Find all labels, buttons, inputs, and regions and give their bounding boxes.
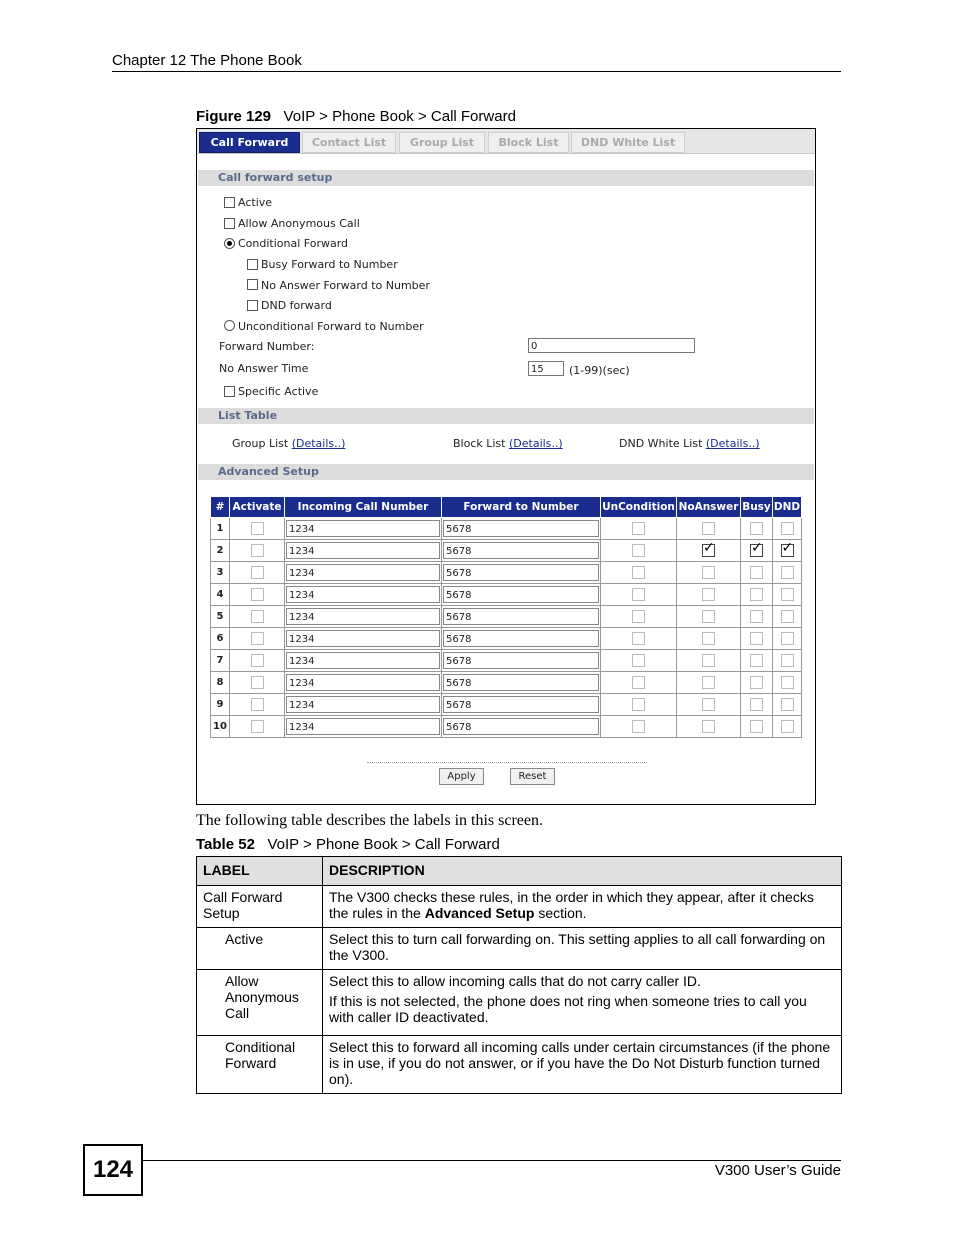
activate-checkbox[interactable] <box>251 632 264 645</box>
desc-text: section. <box>534 905 587 921</box>
dnd-cell <box>773 694 802 716</box>
activate-checkbox[interactable] <box>251 676 264 689</box>
incoming-number-input[interactable]: 1234 <box>286 542 440 559</box>
uncondition-checkbox[interactable] <box>632 522 645 535</box>
active-checkbox[interactable] <box>224 197 235 208</box>
row-description: Select this to forward all incoming calls under certain circumstances (if the phone is in use, if you do not answer, or if you have the Do Not Disturb function turned on). <box>323 1036 842 1094</box>
activate-cell <box>230 716 285 738</box>
noanswer-cell <box>677 606 741 628</box>
allow-anonymous-label: Allow Anonymous Call <box>238 217 360 230</box>
dnd-checkbox[interactable] <box>781 522 794 535</box>
uncondition-checkbox[interactable] <box>632 676 645 689</box>
row-number: 10 <box>211 716 230 738</box>
dnd-cell <box>773 606 802 628</box>
activate-cell <box>230 672 285 694</box>
forward-number-input[interactable]: 5678 <box>443 652 599 669</box>
row-number: 3 <box>211 562 230 584</box>
busy-cell <box>741 628 773 650</box>
forward-number-cell <box>442 650 601 672</box>
busy-cell <box>741 606 773 628</box>
section-call-forward-setup: Call forward setup <box>198 170 814 186</box>
forward-number-label: Forward Number: <box>219 340 315 353</box>
noanswer-checkbox[interactable] <box>702 610 715 623</box>
activate-cell <box>230 650 285 672</box>
dnd-checkbox[interactable] <box>781 544 794 557</box>
uncondition-cell <box>601 694 677 716</box>
table-caption <box>196 836 500 853</box>
dnd-cell <box>773 584 802 606</box>
advanced-table-header <box>211 497 802 518</box>
activate-cell <box>230 584 285 606</box>
conditional-forward-label: Conditional Forward <box>238 237 349 250</box>
noanswer-cell <box>677 584 741 606</box>
incoming-number-input[interactable]: 1234 <box>286 520 440 537</box>
table-row <box>211 540 802 562</box>
table-row <box>197 970 842 1036</box>
busy-checkbox[interactable] <box>750 654 763 667</box>
uncondition-checkbox[interactable] <box>632 566 645 579</box>
noanswer-checkbox[interactable] <box>702 632 715 645</box>
busy-cell <box>741 518 773 540</box>
uncondition-cell <box>601 562 677 584</box>
tab-call-forward[interactable]: Call Forward <box>199 132 300 153</box>
col-noanswer: NoAnswer <box>677 497 741 518</box>
dnd-cell <box>773 540 802 562</box>
activate-checkbox[interactable] <box>251 720 264 733</box>
table-row <box>211 628 802 650</box>
dnd-cell <box>773 672 802 694</box>
busy-checkbox[interactable] <box>750 566 763 579</box>
uncondition-checkbox[interactable] <box>632 632 645 645</box>
forward-number-input[interactable]: 5678 <box>443 586 599 603</box>
section-advanced-setup: Advanced Setup <box>198 464 814 480</box>
tab-group-list[interactable]: Group List <box>399 132 485 153</box>
noanswer-checkbox[interactable] <box>702 676 715 689</box>
tab-bar <box>197 129 815 154</box>
forward-number-cell <box>442 562 601 584</box>
forward-number-input[interactable]: 5678 <box>443 608 599 625</box>
row-label: Active <box>197 928 323 970</box>
active-label: Active <box>238 196 273 209</box>
noanswer-checkbox[interactable] <box>702 698 715 711</box>
no-answer-time-label: No Answer Time <box>219 362 309 375</box>
incoming-number-cell <box>285 584 442 606</box>
advanced-setup-table <box>210 496 802 738</box>
dnd-white-list-details-link[interactable]: (Details..) <box>705 437 760 450</box>
tab-block-list[interactable]: Block List <box>488 132 569 153</box>
busy-cell <box>741 672 773 694</box>
dnd-checkbox[interactable] <box>781 676 794 689</box>
uncondition-checkbox[interactable] <box>632 610 645 623</box>
uncondition-cell <box>601 716 677 738</box>
row-label: Allow Anonymous Call <box>197 970 323 1036</box>
table-title: VoIP > Phone Book > Call Forward <box>267 836 500 853</box>
noanswer-checkbox[interactable] <box>702 544 715 557</box>
forward-number-input[interactable]: 0 <box>528 338 695 353</box>
busy-cell <box>741 584 773 606</box>
apply-button[interactable]: Apply <box>439 768 484 785</box>
noanswer-cell <box>677 650 741 672</box>
incoming-number-cell <box>285 650 442 672</box>
row-description <box>323 970 842 1036</box>
dnd-checkbox[interactable] <box>781 610 794 623</box>
table-label: Table 52 <box>196 836 255 853</box>
incoming-number-cell <box>285 606 442 628</box>
incoming-number-input[interactable]: 1234 <box>286 652 440 669</box>
busy-cell <box>741 650 773 672</box>
activate-cell <box>230 628 285 650</box>
group-list-label: Group List <box>232 437 289 450</box>
incoming-number-cell <box>285 518 442 540</box>
busy-cell <box>741 694 773 716</box>
noanswer-checkbox[interactable] <box>702 654 715 667</box>
specific-active-label: Specific Active <box>238 385 319 398</box>
row-number: 9 <box>211 694 230 716</box>
forward-number-input[interactable]: 5678 <box>443 718 599 735</box>
noanswer-checkbox[interactable] <box>702 720 715 733</box>
dnd-checkbox[interactable] <box>781 632 794 645</box>
forward-number-cell <box>442 672 601 694</box>
table-row <box>211 716 802 738</box>
noanswer-cell <box>677 694 741 716</box>
busy-checkbox[interactable] <box>750 698 763 711</box>
row-number: 6 <box>211 628 230 650</box>
uncondition-cell <box>601 606 677 628</box>
forward-number-input[interactable]: 5678 <box>443 674 599 691</box>
footer-rule <box>141 1160 841 1161</box>
activate-checkbox[interactable] <box>251 588 264 601</box>
activate-checkbox[interactable] <box>251 610 264 623</box>
col-activate: Activate <box>230 497 285 518</box>
uncondition-cell <box>601 650 677 672</box>
table-row <box>211 650 802 672</box>
dnd-white-list-label: DND White List <box>619 437 703 450</box>
activate-checkbox[interactable] <box>251 654 264 667</box>
row-number: 8 <box>211 672 230 694</box>
description-header: DESCRIPTION <box>323 857 842 886</box>
row-number: 5 <box>211 606 230 628</box>
page-number: 124 <box>83 1144 143 1196</box>
body-text: The following table describes the labels in this screen. <box>196 812 544 829</box>
incoming-number-input[interactable]: 1234 <box>286 608 440 625</box>
noanswer-cell <box>677 628 741 650</box>
dnd-forward-checkbox[interactable] <box>247 300 258 311</box>
chapter-header: Chapter 12 The Phone Book <box>112 52 302 69</box>
table-row <box>211 694 802 716</box>
incoming-number-cell <box>285 672 442 694</box>
desc-paragraph: Select this to allow incoming calls that do not carry caller ID. <box>329 973 701 989</box>
group-list-details-link[interactable]: (Details..) <box>291 437 346 450</box>
col-uncondition: UnCondition <box>601 497 677 518</box>
uncondition-cell <box>601 518 677 540</box>
block-list-item <box>453 437 563 450</box>
figure-title: VoIP > Phone Book > Call Forward <box>283 108 516 125</box>
incoming-number-input[interactable]: 1234 <box>286 674 440 691</box>
activate-checkbox[interactable] <box>251 522 264 535</box>
no-answer-time-input[interactable]: 15 <box>528 361 564 376</box>
dnd-white-list-item <box>619 437 760 450</box>
specific-active-checkbox[interactable] <box>224 386 235 397</box>
uncondition-checkbox[interactable] <box>632 654 645 667</box>
row-label: Conditional Forward <box>197 1036 323 1094</box>
busy-cell <box>741 716 773 738</box>
forward-number-cell <box>442 694 601 716</box>
forward-number-input[interactable]: 5678 <box>443 564 599 581</box>
col-busy: Busy <box>741 497 773 518</box>
busy-cell <box>741 540 773 562</box>
uncondition-checkbox[interactable] <box>632 544 645 557</box>
group-list-item <box>232 437 345 450</box>
label-header: LABEL <box>197 857 323 886</box>
figure-label: Figure 129 <box>196 108 272 125</box>
activate-cell <box>230 518 285 540</box>
noanswer-checkbox[interactable] <box>702 522 715 535</box>
busy-checkbox[interactable] <box>750 610 763 623</box>
noanswer-checkbox[interactable] <box>702 566 715 579</box>
noanswer-cell <box>677 716 741 738</box>
figure-caption <box>196 108 516 125</box>
noanswer-cell <box>677 518 741 540</box>
noanswer-cell <box>677 540 741 562</box>
forward-number-input[interactable]: 5678 <box>443 542 599 559</box>
row-number: 2 <box>211 540 230 562</box>
uncondition-cell <box>601 672 677 694</box>
incoming-number-cell <box>285 716 442 738</box>
desc-paragraph: If this is not selected, the phone does not ring when someone tries to call you with caller ID deactivated. <box>329 993 807 1025</box>
col-dnd: DND <box>773 497 802 518</box>
busy-checkbox[interactable] <box>750 632 763 645</box>
unconditional-forward-label: Unconditional Forward to Number <box>238 320 424 333</box>
no-answer-forward-checkbox[interactable] <box>247 279 258 290</box>
forward-number-cell <box>442 540 601 562</box>
activate-checkbox[interactable] <box>251 566 264 579</box>
col-incoming-call-number: Incoming Call Number <box>285 497 442 518</box>
uncondition-cell <box>601 540 677 562</box>
no-answer-forward-label: No Answer Forward to Number <box>261 279 430 292</box>
activate-cell <box>230 562 285 584</box>
incoming-number-cell <box>285 694 442 716</box>
forward-number-cell <box>442 584 601 606</box>
dnd-cell <box>773 518 802 540</box>
forward-number-cell <box>442 716 601 738</box>
conditional-forward-radio[interactable] <box>224 238 235 249</box>
dnd-cell <box>773 716 802 738</box>
table-row <box>211 672 802 694</box>
busy-checkbox[interactable] <box>750 676 763 689</box>
forward-number-input[interactable]: 5678 <box>443 630 599 647</box>
description-table <box>196 856 842 1094</box>
block-list-label: Block List <box>453 437 506 450</box>
block-list-details-link[interactable]: (Details..) <box>508 437 563 450</box>
busy-forward-label: Busy Forward to Number <box>261 258 398 271</box>
tab-dnd-white-list[interactable]: DND White List <box>571 132 685 153</box>
uncondition-checkbox[interactable] <box>632 588 645 601</box>
dnd-cell <box>773 628 802 650</box>
busy-checkbox[interactable] <box>750 522 763 535</box>
dnd-checkbox[interactable] <box>781 698 794 711</box>
forward-number-cell <box>442 518 601 540</box>
header-rule <box>112 71 841 72</box>
dnd-checkbox[interactable] <box>781 566 794 579</box>
forward-number-cell <box>442 606 601 628</box>
incoming-number-input[interactable]: 1234 <box>286 718 440 735</box>
table-row <box>197 928 842 970</box>
dnd-checkbox[interactable] <box>781 588 794 601</box>
dnd-forward-label: DND forward <box>261 299 332 312</box>
uncondition-cell <box>601 628 677 650</box>
call-forward-screen <box>196 128 816 805</box>
noanswer-cell <box>677 562 741 584</box>
uncondition-cell <box>601 584 677 606</box>
busy-checkbox[interactable] <box>750 720 763 733</box>
activate-checkbox[interactable] <box>251 544 264 557</box>
desc-text: The V300 checks these rules, in the order in which they appear, after it checks the rules in the <box>329 889 814 921</box>
row-number: 1 <box>211 518 230 540</box>
busy-forward-checkbox[interactable] <box>247 259 258 270</box>
incoming-number-cell <box>285 562 442 584</box>
forward-number-input[interactable]: 5678 <box>443 696 599 713</box>
incoming-number-input[interactable]: 1234 <box>286 564 440 581</box>
dnd-checkbox[interactable] <box>781 654 794 667</box>
desc-bold: Advanced Setup <box>424 905 535 921</box>
table-row <box>211 518 802 540</box>
description-table-header <box>197 857 842 886</box>
col-number: # <box>211 497 230 518</box>
uncondition-checkbox[interactable] <box>632 720 645 733</box>
tab-contact-list[interactable]: Contact List <box>302 132 396 153</box>
busy-checkbox[interactable] <box>750 544 763 557</box>
col-forward-to-number: Forward to Number <box>442 497 601 518</box>
activate-cell <box>230 606 285 628</box>
dnd-cell <box>773 650 802 672</box>
activate-cell <box>230 694 285 716</box>
table-row <box>211 584 802 606</box>
row-number: 4 <box>211 584 230 606</box>
row-description: Select this to turn call forwarding on. This setting applies to all call forwarding on the V300. <box>323 928 842 970</box>
button-divider <box>367 762 647 763</box>
section-list-table: List Table <box>198 408 814 424</box>
forward-number-cell <box>442 628 601 650</box>
table-row <box>197 1036 842 1094</box>
incoming-number-cell <box>285 540 442 562</box>
incoming-number-cell <box>285 628 442 650</box>
busy-checkbox[interactable] <box>750 588 763 601</box>
row-description <box>323 886 842 928</box>
busy-cell <box>741 562 773 584</box>
activate-cell <box>230 540 285 562</box>
no-answer-time-unit: (1-99)(sec) <box>569 364 630 377</box>
dnd-checkbox[interactable] <box>781 720 794 733</box>
noanswer-checkbox[interactable] <box>702 588 715 601</box>
noanswer-cell <box>677 672 741 694</box>
dnd-cell <box>773 562 802 584</box>
table-row <box>211 606 802 628</box>
row-label: Call Forward Setup <box>197 886 323 928</box>
advanced-table-body <box>211 518 802 738</box>
row-number: 7 <box>211 650 230 672</box>
incoming-number-input[interactable]: 1234 <box>286 696 440 713</box>
forward-number-input[interactable]: 5678 <box>443 520 599 537</box>
activate-checkbox[interactable] <box>251 698 264 711</box>
reset-button[interactable]: Reset <box>510 768 555 785</box>
incoming-number-input[interactable]: 1234 <box>286 586 440 603</box>
table-row <box>211 562 802 584</box>
allow-anonymous-checkbox[interactable] <box>224 218 235 229</box>
uncondition-checkbox[interactable] <box>632 698 645 711</box>
table-row <box>197 886 842 928</box>
unconditional-forward-radio[interactable] <box>224 320 235 331</box>
guide-title: V300 User’s Guide <box>714 1162 841 1179</box>
incoming-number-input[interactable]: 1234 <box>286 630 440 647</box>
